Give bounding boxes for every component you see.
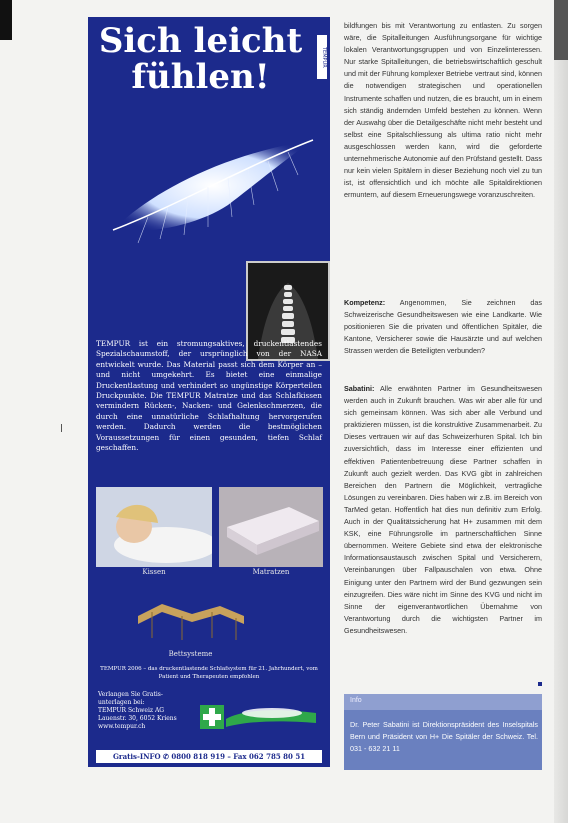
info-label: Info: [350, 697, 362, 704]
article-end-marker: [538, 682, 542, 686]
product-caption-matratzen: Matratzen: [252, 568, 290, 576]
ad-phone-bar: Gratis-INFO ✆ 0800 818 919 – Fax 062 785 80 51: [96, 750, 322, 763]
article-paragraph-2: [344, 297, 542, 357]
contact-address: Lauenstr. 30, 6052 Kriens: [98, 715, 177, 722]
speaker-label-kompetenz: Kompetenz:: [344, 298, 386, 307]
ad-contact-block: [98, 691, 194, 731]
paragraph-text: Angenommen, Sie zeichnen das Schweizerische Gesundheitswesen wie eine Landkarte. Wie positionieren Sie die privaten und öffentlichen Spitäler, die Kantone, Versicherer sowie die Hausärzte und auf welchen Strassen werden die Beteiligten verbunden?: [344, 298, 542, 356]
page-edge: [554, 0, 568, 823]
info-tab: [344, 694, 542, 710]
pillow-photo: [96, 487, 212, 567]
contact-line: Verlangen Sie Gratis-: [98, 691, 163, 698]
contact-company: TEMPUR Schweiz AG: [98, 707, 165, 714]
product-caption-kissen: Kissen: [142, 568, 166, 576]
contact-line: unterlagen bei:: [98, 699, 145, 706]
ad-side-label: TEMPUR: [317, 35, 327, 79]
contact-website: www.tempur.ch: [98, 723, 146, 730]
info-box: [344, 694, 542, 770]
mattress-photo: [219, 487, 323, 567]
paragraph-text: bildfungen bis mit Verantwortung zu entlasten. Zu sorgen wäre, die Spitalleitungen Ausführungsorgane für wichtige lokalen Verantwortungsgruppen und von Einzelinteressen. Nur starke Spitalleitungen, die betriebswirtschaftlich geschult und mit der Führung komplexer Betriebe vertraut sind, können die notwendigen strategischen und operationellen Instrumente schaffen und nutzen, die es braucht, um in einem sich ständig ändernden Umfeld bestehen zu können. Wenn der Auswahg über die Detailgeschäfte nicht mehr besteht und selbst eine Spitalschliessung als ultima ratio nicht mehr ausgeschlossen werden kann, wird die geforderte unternehmerische Autonomie auf den Prüfstand gestellt. Dass nur kein vielen Spitälern in dieser Beziehung noch viel zu tun ist, ist offensichtlich und ich möchte alle Spitaldirektionen ermuntern, auf diesem Erneuerungswege voranzuschreiten.: [344, 21, 542, 200]
tempur-advertisement: [88, 17, 330, 767]
bed-system-photo: [132, 582, 249, 648]
article-paragraph-1: [344, 20, 542, 201]
feather-image: [108, 135, 323, 255]
ad-body-text: TEMPUR ist ein stromungsaktives, druckentlastendes Spezialschaumstoff, der ursprünglich von der NASA entwickelt wurde. Das Material passt sich dem Körper an – und nicht umgekehrt. Es bietet eine einmalige Druckentlastung und verhindert so ungünstige Körperteilen Druckpunkte. Die TEMPUR Matratze und das Schlafkissen vermindern Rücken-, Nacken- und Gelenkschmerzen, die durch eine unnatürliche Schlafhaltung hervorgerufen werden. Dadurch werden die bestmöglichen Voraussetzungen für einen gesunden, tiefen Schlaf geschaffen.: [96, 339, 322, 453]
margin-mark: [61, 424, 62, 432]
info-text: Dr. Peter Sabatini ist Direktionspräsident des Inselspitals Bern und Präsident von H+ Die Spitäler der Schweiz. Tel. 031 - 632 21 11: [350, 720, 538, 753]
swiss-cross-logo: [200, 697, 320, 731]
scan-corner-mark: [0, 0, 12, 40]
page-edge-shadow: [554, 0, 568, 60]
speaker-label-sabatini: Sabatini:: [344, 384, 375, 393]
article-paragraph-3: [344, 383, 542, 637]
ad-headline: Sich leicht fühlen!: [98, 21, 303, 97]
ad-tagline: TEMPUR 2006 – das druckentlastende Schlafsystem für 21. Jahrhundert, vom Patient und Therapeuten empfohlen: [100, 666, 318, 680]
product-caption-bettsysteme: Bettsysteme: [168, 650, 213, 658]
paragraph-text: Alle erwähnten Partner im Gesundheitswesen werden auch in Zukunft brauchen. Was wir aber alle für und sich gemeinsam können. Was sich aber alle Verbund und praktizieren müssen, ist die konstruktive Zusammenarbeit. Zu Dieses vertrauen wir auf das Schweizerhuren Spital. Ich bin zuversichtlich, dass im Interesse einer effizienten und effektiven Patientenbetreuung diese Partner schaffen in Zukunft auch gezielt werden. Das KVG gibt in zahlreichen Bereichen den Partnern die Möglichkeit, vertragliche Lösungen zu vereinbaren. Dies haben wir z.B. im Bereich von TarMed getan. Hoffentlich hat dies nun definitiv zum Erfolg. Auch in der Qualitätssicherung hat H+ zusammen mit dem KSK, eine Führungsrolle im partnerschaftlichen Sinne übernommen. Weitere Gebiete sind etwa der elektronische Informationsaustausch zwischen Spital und Versicherern, Vereinbarungen über Fallpauschalen von etwa. Ohne Einigung unter den Partnern wird der Bund gezwungen sein einzugreifen. Dies wäre nicht im Sinne des KVG und nicht im Sinne der eigenverantwortlichen Übernahme von Verantwortung durch die wichtigsten Partner im Gesundheitswesen.: [344, 384, 542, 635]
